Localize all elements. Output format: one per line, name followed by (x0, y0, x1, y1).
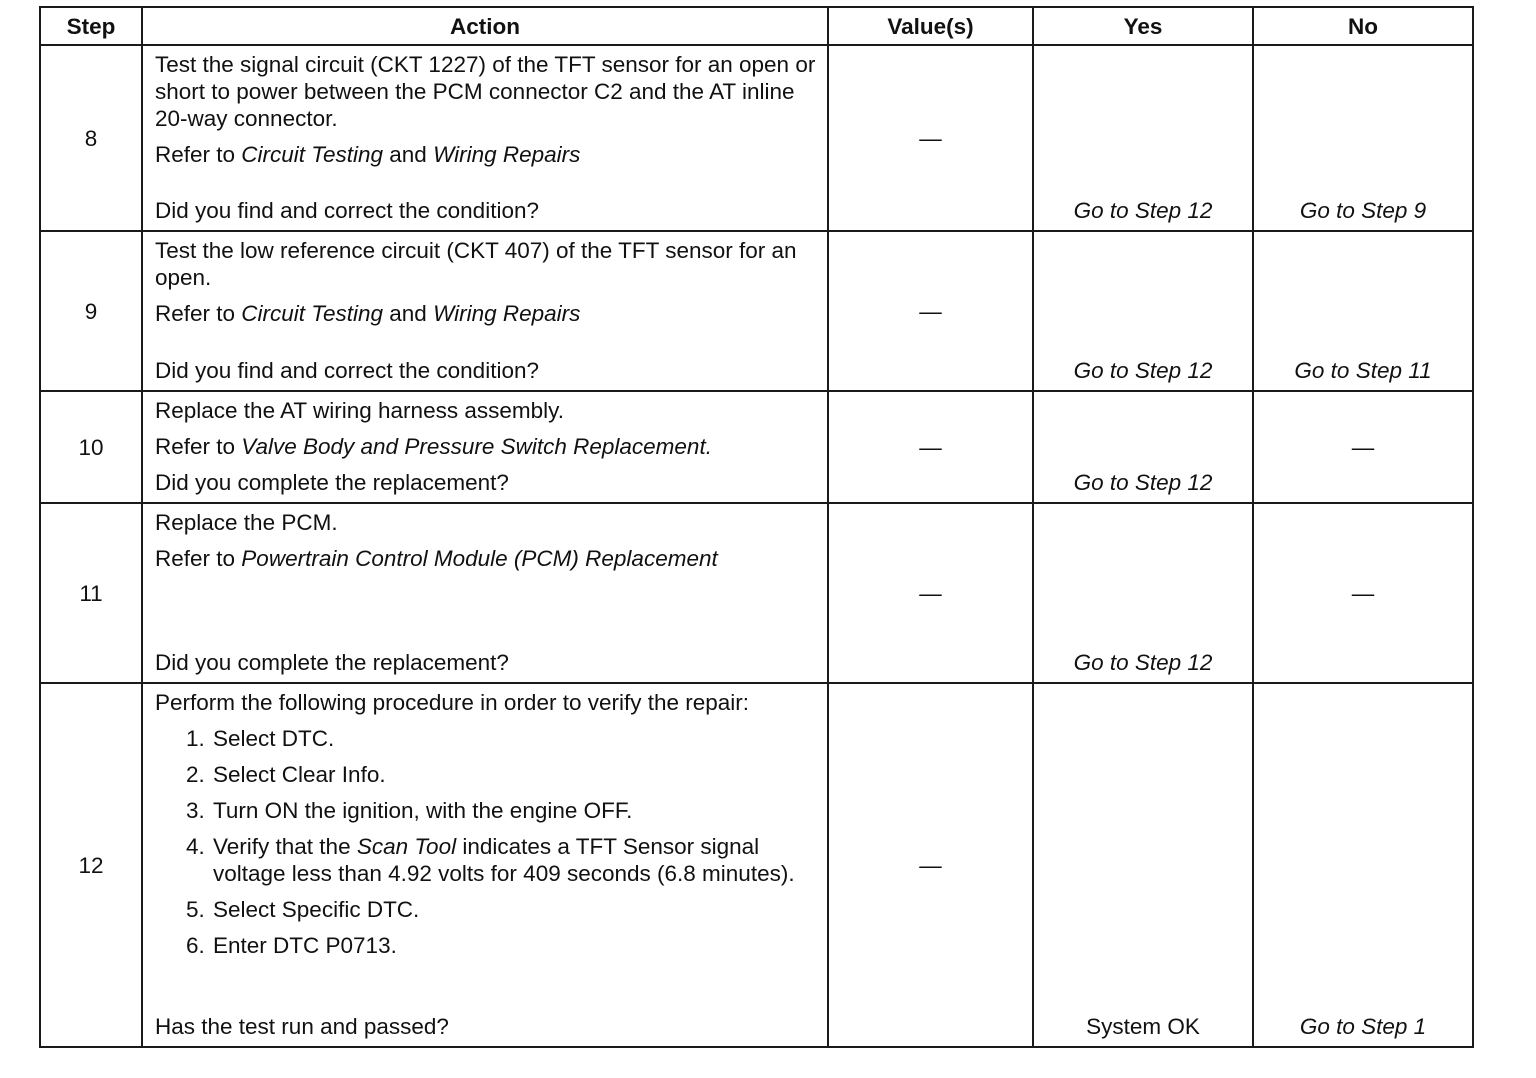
header-yes: Yes (1033, 7, 1253, 45)
procedure-list (155, 725, 817, 968)
table-row-step-8 (40, 45, 1473, 231)
header-step: Step (40, 7, 142, 45)
reference-link[interactable]: Circuit Testing (241, 142, 384, 167)
action-reference: Refer to Circuit Testing and Wiring Repairs (155, 301, 581, 326)
no-go-to-step[interactable]: Go to Step 9 (1253, 45, 1473, 231)
yes-go-to-step[interactable]: Go to Step 12 (1033, 391, 1253, 503)
value-cell: — (828, 231, 1033, 391)
no-value-cell: — (1253, 391, 1473, 503)
list-item: 5. Select Specific DTC. (211, 896, 817, 923)
reference-link[interactable]: Valve Body and Pressure Switch Replacement. (241, 434, 712, 459)
list-item: 1. Select DTC. (211, 725, 817, 752)
action-reference: Refer to Powertrain Control Module (PCM) Replacement (155, 546, 718, 571)
action-cell (142, 503, 828, 683)
no-value-cell: — (1253, 503, 1473, 683)
reference-link[interactable]: Circuit Testing (241, 301, 384, 326)
header-values: Value(s) (828, 7, 1033, 45)
action-cell (142, 683, 828, 1047)
action-cell (142, 45, 828, 231)
action-instruction: Perform the following procedure in order to verify the repair: (155, 690, 750, 715)
action-question: Did you find and correct the condition? (155, 358, 539, 383)
action-reference: Refer to Valve Body and Pressure Switch Replacement. (155, 434, 712, 459)
header-no: No (1253, 7, 1473, 45)
step-number: 12 (40, 683, 142, 1047)
step-number: 10 (40, 391, 142, 503)
list-item: 2. Select Clear Info. (211, 761, 817, 788)
yes-go-to-step[interactable]: Go to Step 12 (1033, 503, 1253, 683)
step-number: 8 (40, 45, 142, 231)
no-go-to-step[interactable]: Go to Step 11 (1253, 231, 1473, 391)
yes-go-to-step[interactable]: Go to Step 12 (1033, 231, 1253, 391)
value-cell: — (828, 391, 1033, 503)
list-item: 6. Enter DTC P0713. (211, 932, 817, 959)
action-question: Has the test run and passed? (155, 1014, 449, 1039)
value-cell: — (828, 503, 1033, 683)
table-row-step-10 (40, 391, 1473, 503)
yes-go-to-step[interactable]: Go to Step 12 (1033, 45, 1253, 231)
action-cell (142, 231, 828, 391)
action-question: Did you complete the replacement? (155, 470, 509, 495)
header-action: Action (142, 7, 828, 45)
action-instruction: Replace the PCM. (155, 510, 338, 535)
action-instruction: Test the signal circuit (CKT 1227) of the TFT sensor for an open or short to power between the PCM connector C2 and the AT inline 20-way connector. (155, 52, 816, 131)
table-row-step-9 (40, 231, 1473, 391)
action-reference: Refer to Circuit Testing and Wiring Repairs (155, 142, 581, 167)
action-question: Did you find and correct the condition? (155, 198, 539, 223)
scan-tool-term: Scan Tool (356, 834, 457, 859)
step-number: 9 (40, 231, 142, 391)
action-instruction: Test the low reference circuit (CKT 407) of the TFT sensor for an open. (155, 238, 797, 290)
value-cell: — (828, 683, 1033, 1047)
action-cell (142, 391, 828, 503)
list-item: 3. Turn ON the ignition, with the engine OFF. (211, 797, 817, 824)
action-question: Did you complete the replacement? (155, 650, 509, 675)
header-row (40, 7, 1473, 45)
value-cell: — (828, 45, 1033, 231)
reference-link[interactable]: Powertrain Control Module (PCM) Replacement (241, 546, 718, 571)
reference-link[interactable]: Wiring Repairs (433, 301, 581, 326)
table-row-step-11 (40, 503, 1473, 683)
step-number: 11 (40, 503, 142, 683)
list-item: 4. Verify that the Scan Tool indicates a TFT Sensor signal voltage less than 4.92 volts for 409 seconds (6.8 minutes). (211, 833, 817, 887)
table-row-step-12 (40, 683, 1473, 1047)
yes-result: System OK (1033, 683, 1253, 1047)
action-instruction: Replace the AT wiring harness assembly. (155, 398, 564, 423)
reference-link[interactable]: Wiring Repairs (433, 142, 581, 167)
no-go-to-step[interactable]: Go to Step 1 (1253, 683, 1473, 1047)
diagnostic-table (39, 6, 1474, 1048)
